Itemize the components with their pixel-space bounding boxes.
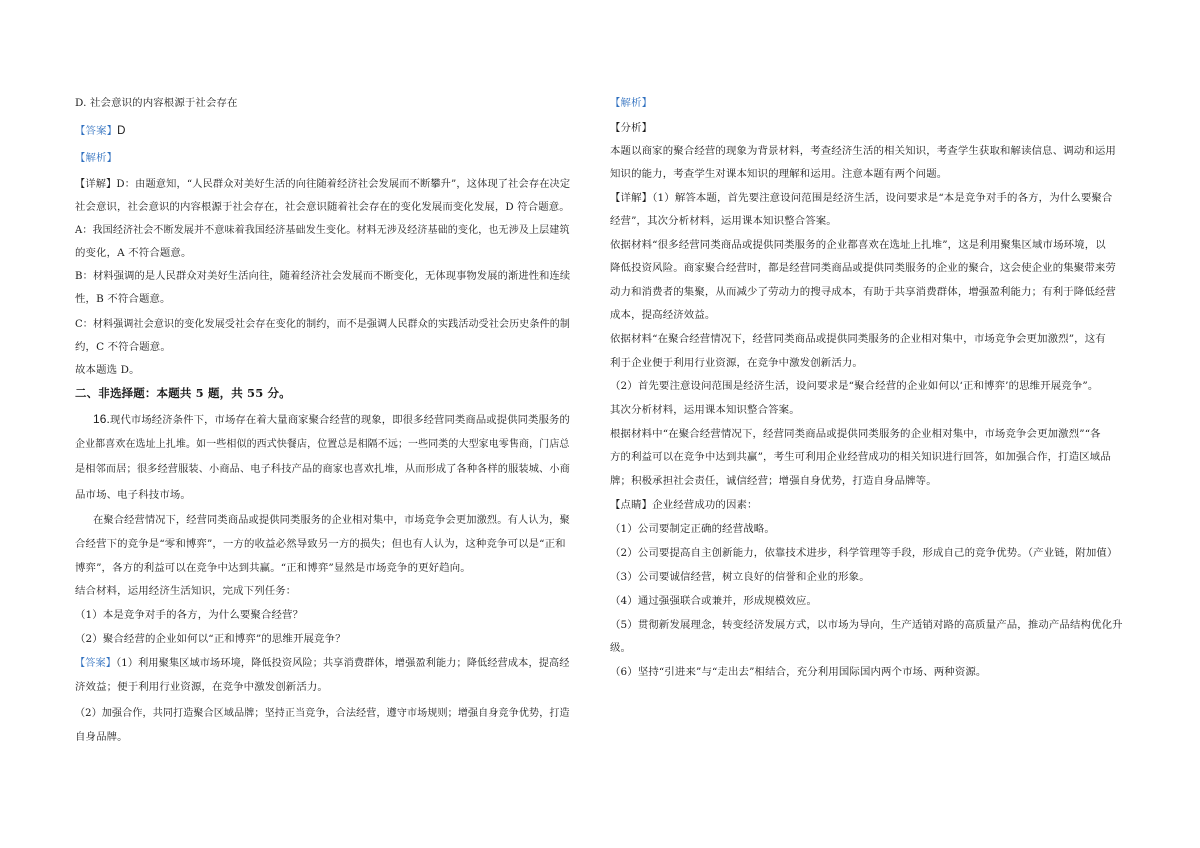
- analysis-line: [610, 497, 758, 513]
- detail-line: C：材料强调社会意识的变化发展受社会存在变化的制约，而不是强调人民群众的实践活动受社会历史条件的制: [75, 318, 571, 330]
- analysis-line: [610, 190, 1112, 206]
- detail-line: 社会意识，社会意识的内容根源于社会存在，社会意识随着社会存在的变化发展而变化发展，D 符合题意。: [75, 201, 570, 213]
- answer2-text: （2）加强合作，共同打造聚合区域品牌；坚持正当竞争，合法经营，遵守市场规则；增强自身竞争优势，打造: [75, 707, 570, 719]
- analysis-tag: 【解析】: [610, 97, 653, 109]
- q16-material: 品市场、电子科技市场。: [75, 489, 191, 501]
- analysis-line: 依据材料“在聚合经营情况下，经营同类商品或提供同类服务的企业相对集中，市场竞争会更加激烈”，这有: [610, 333, 1106, 345]
- analysis-line: 方的利益可以在竞争中达到共赢”，考生可利用企业经营成功的相关知识进行回答，如加强合作，打造区域品: [610, 451, 1111, 463]
- detail-line: 的变化，A 不符合题意。: [75, 247, 192, 259]
- q16-material: 在聚合经营情况下，经营同类商品或提供同类服务的企业相对集中，市场竞争会更加激烈。有人认为，聚: [93, 514, 570, 526]
- task-1: （1）本是竞争对手的各方，为什么要聚合经营？: [75, 609, 304, 621]
- analysis-line: 依据材料“很多经营同类商品或提供同类服务的企业都喜欢在选址上扎堆”，这是利用聚集区域市场环境，以: [610, 239, 1106, 251]
- detail-line: 故本题选 D。: [75, 364, 140, 376]
- option-d: D. 社会意识的内容根源于社会存在: [75, 97, 238, 109]
- tag-label: 【点睛】: [610, 499, 653, 511]
- answer-line: [75, 123, 126, 139]
- analysis-line: （2）首先要注意设问范围是经济生活，设问要求是“聚合经营的企业如何以‘正和博弈’的思维开展竞争”。: [610, 380, 1099, 392]
- q16-material: 博弈”，各方的利益可以在竞争中达到共赢。“正和博弈”显然是市场竞争的更好趋向。: [75, 562, 471, 574]
- q16-material: 是相邻而居；很多经营服装、小商品、电子科技产品的商家也喜欢扎堆，从而形成了各种各样的服装城、小商: [75, 463, 570, 475]
- tag-text: （1）解答本题，首先要注意设问范围是经济生活，设问要求是“本是竞争对手的各方，为什么要聚合: [652, 192, 1113, 204]
- q16-material: 现代市场经济条件下，市场存在着大量商家聚合经营的现象，即很多经营同类商品或提供同类服务的: [109, 414, 570, 426]
- analysis-line: （6）坚持“引进来”与“走出去”相结合，充分利用国际国内两个市场、两种资源。: [610, 666, 987, 678]
- analysis-line: 级。: [610, 642, 632, 654]
- section-heading: 二、非选择题：本题共 5 题，共 55 分。: [75, 386, 291, 400]
- q16-line: [93, 411, 570, 428]
- detail-line: 约，C 不符合题意。: [75, 341, 171, 353]
- q16-material: 企业都喜欢在选址上扎堆。如一些相似的西式快餐店，位置总是相隔不远；一些同类的大型家电零售商，门店总: [75, 438, 570, 450]
- q16-number: 16.: [93, 412, 110, 426]
- analysis-heading: 【分析】: [610, 122, 653, 134]
- answer2-line: [75, 655, 570, 671]
- analysis-line: （1）公司要制定正确的经营战略。: [610, 523, 775, 535]
- analysis-line: 其次分析材料，运用课本知识整合答案。: [610, 404, 800, 416]
- analysis-line: （5）贯彻新发展理念，转变经济发展方式，以市场为导向，生产适销对路的高质量产品，推动产品结构优化升: [610, 619, 1123, 631]
- answer2-tag: 【答案】: [75, 657, 117, 669]
- analysis-line: 成本，提高经济效益。: [610, 309, 716, 321]
- answer2-text: 自身品牌。: [75, 731, 128, 743]
- answer2-text: 济效益；便于利用行业资源，在竞争中激发创新活力。: [75, 681, 328, 693]
- analysis-tag: 【解析】: [75, 152, 118, 164]
- q16-material: 合经营下的竞争是“零和博弈”，一方的收益必然导致另一方的损失；但也有人认为，这种竞争可以是“正和: [75, 538, 566, 550]
- analysis-line: 动力和消费者的集聚，从而减少了劳动力的搜寻成本，有助于共享消费群体，增强盈利能力；有利于降低经营: [610, 286, 1116, 298]
- analysis-line: 本题以商家的聚合经营的现象为背景材料，考查经济生活的相关知识，考查学生获取和解读信息、调动和运用: [610, 145, 1116, 157]
- tag-label: 【详解】: [610, 192, 653, 204]
- analysis-line: 经营”，其次分析材料，运用课本知识整合答案。: [610, 215, 837, 227]
- analysis-line: 降低投资风险。商家聚合经营时，都是经营同类商品或提供同类服务的企业的聚合，这会使企业的集聚带来劳: [610, 262, 1116, 274]
- analysis-line: 根据材料中“在聚合经营情况下，经营同类商品或提供同类服务的企业相对集中，市场竞争会更加激烈”“各: [610, 428, 1101, 440]
- analysis-line: （2）公司要提高自主创新能力，依靠技术进步，科学管理等手段，形成自己的竞争优势。（产业链，附加值）: [610, 547, 1118, 559]
- analysis-line: 利于企业便于利用行业资源，在竞争中激发创新活力。: [610, 357, 863, 369]
- detail-line: 性，B 不符合题意。: [75, 293, 171, 305]
- task-intro: 结合材料，运用经济生活知识，完成下列任务：: [75, 585, 297, 597]
- analysis-line: 知识的能力，考查学生对课本知识的理解和运用。注意本题有两个问题。: [610, 168, 948, 180]
- analysis-line: （4）通过强强联合或兼并，形成规模效应。: [610, 595, 818, 607]
- answer-value: D: [117, 125, 126, 137]
- answer-tag: 【答案】: [75, 125, 118, 137]
- answer2-text: （1）利用聚集区域市场环境，降低投资风险；共享消费群体，增强盈利能力；降低经营成本，提高经: [116, 657, 570, 669]
- tag-text: 企业经营成功的因素：: [652, 499, 758, 511]
- analysis-line: （3）公司要诚信经营，树立良好的信誉和企业的形象。: [610, 571, 870, 583]
- detail-line: 【详解】D：由题意知，“人民群众对美好生活的向往随着经济社会发展而不断攀升”，这体现了社会存在决定: [75, 178, 571, 190]
- detail-line: A：我国经济社会不断发展并不意味着我国经济基础发生变化。材料无涉及经济基础的变化，也无涉及上层建筑: [75, 224, 570, 236]
- analysis-line: 牌；积极承担社会责任，诚信经营；增强自身优势，打造自身品牌等。: [610, 475, 937, 487]
- detail-line: B：材料强调的是人民群众对美好生活向往，随着经济社会发展而不断变化，无体现事物发展的渐进性和连续: [75, 270, 571, 282]
- task-2: （2）聚合经营的企业如何以“正和博弈”的思维开展竞争？: [75, 633, 346, 645]
